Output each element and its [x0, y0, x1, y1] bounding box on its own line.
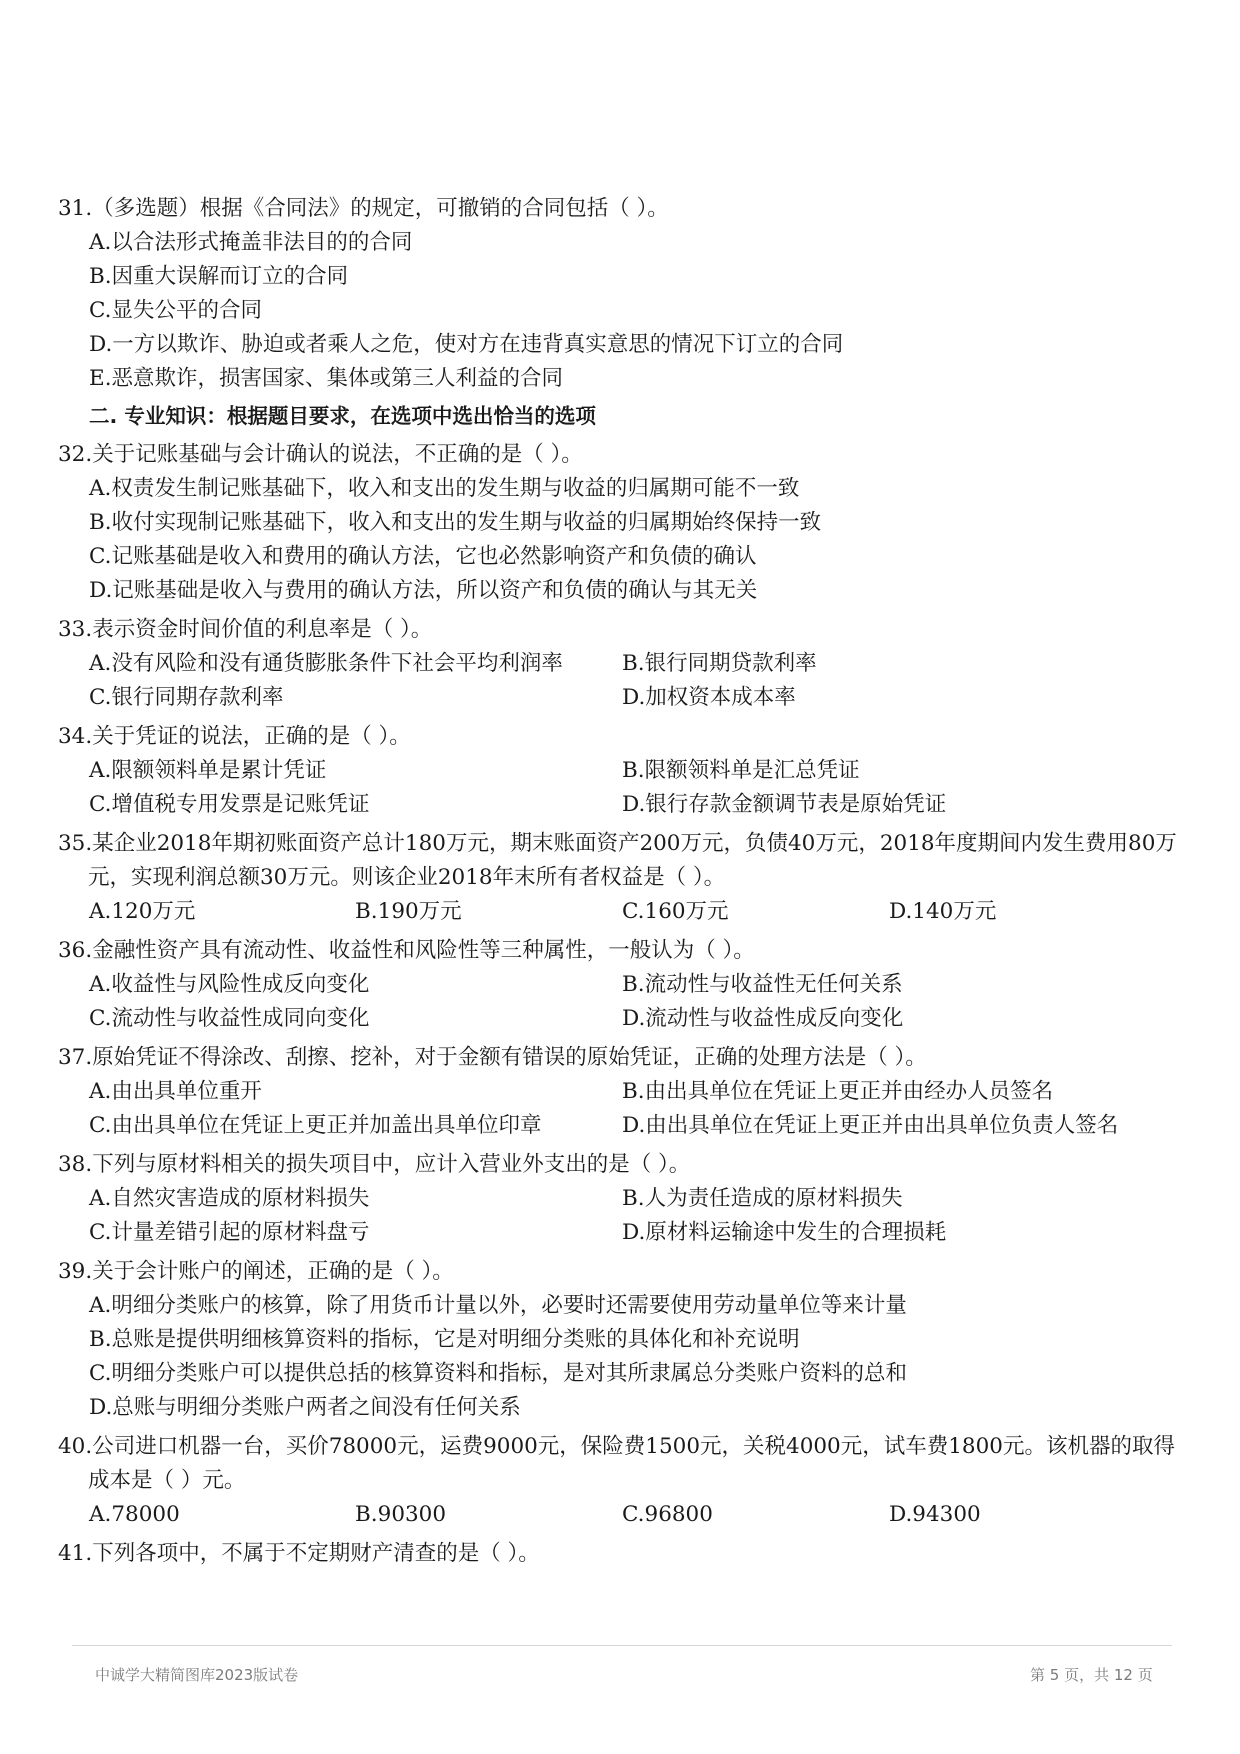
option-list — [58, 1182, 1178, 1250]
question-37 — [58, 1041, 1178, 1143]
option-b: B.190万元 — [355, 899, 462, 924]
question-stem: 34.关于凭证的说法，正确的是（ ）。 — [58, 724, 411, 749]
question-35 — [58, 827, 1178, 929]
option-c: C.显失公平的合同 — [89, 298, 263, 323]
option-b: B.总账是提供明细核算资料的指标，它是对明细分类账的具体化和补充说明 — [89, 1327, 800, 1352]
option-list — [58, 968, 1178, 1036]
option-list — [58, 1075, 1178, 1143]
option-d: D.加权资本成本率 — [622, 685, 796, 710]
question-32 — [58, 438, 1178, 608]
option-row — [89, 788, 1178, 822]
question-stem: 31.（多选题）根据《合同法》的规定，可撤销的合同包括（ ）。 — [58, 196, 669, 221]
option-a: A.自然灾害造成的原材料损失 — [89, 1186, 370, 1211]
footer-divider — [72, 1645, 1172, 1646]
option-d: D.银行存款金额调节表是原始凭证 — [622, 792, 947, 817]
option-c: C.增值税专用发票是记账凭证 — [89, 792, 370, 817]
question-stem: 38.下列与原材料相关的损失项目中，应计入营业外支出的是（ ）。 — [58, 1152, 691, 1177]
question-36 — [58, 934, 1178, 1036]
option-row — [89, 1002, 1178, 1036]
question-list — [58, 187, 1178, 1571]
option-list — [58, 1289, 1178, 1425]
question-40 — [58, 1430, 1178, 1532]
option-row — [89, 754, 1178, 788]
option-c: C.记账基础是收入和费用的确认方法，它也必然影响资产和负债的确认 — [89, 544, 757, 569]
option-d: D.由出具单位在凭证上更正并由出具单位负责人签名 — [622, 1113, 1119, 1138]
option-row — [89, 1182, 1178, 1216]
footer-left-text: 中诚学大精简图库2023版试卷 — [95, 1666, 299, 1684]
option-list — [58, 226, 1178, 396]
question-stem — [58, 1430, 1178, 1498]
option-row — [89, 647, 1178, 681]
stem-line-1: 40.公司进口机器一台，买价78000元，运费9000元，保险费1500元，关税4000元，试车费1800元。该机器的取得 — [58, 1434, 1175, 1459]
option-a: A.以合法形式掩盖非法目的的合同 — [89, 230, 413, 255]
option-a: A.限额领料单是累计凭证 — [89, 758, 327, 783]
stem-line-2: 成本是（ ）元。 — [88, 1468, 246, 1493]
option-b: B.收付实现制记账基础下，收入和支出的发生期与收益的归属期始终保持一致 — [89, 510, 822, 535]
question-33 — [58, 613, 1178, 715]
question-38 — [58, 1148, 1178, 1250]
stem-line-2: 元，实现利润总额30万元。则该企业2018年末所有者权益是（ ）。 — [88, 865, 726, 890]
stem-line-1: 35.某企业2018年期初账面资产总计180万元，期末账面资产200万元，负债40万元，2018年度期间内发生费用80万 — [58, 831, 1177, 856]
question-stem: 39.关于会计账户的阐述，正确的是（ ）。 — [58, 1259, 454, 1284]
option-row — [89, 968, 1178, 1002]
option-d: D.流动性与收益性成反向变化 — [622, 1006, 904, 1031]
question-stem: 36.金融性资产具有流动性、收益性和风险性等三种属性，一般认为（ ）。 — [58, 938, 755, 963]
option-list — [58, 754, 1178, 822]
option-a: A.权责发生制记账基础下，收入和支出的发生期与收益的归属期可能不一致 — [89, 476, 800, 501]
option-list — [58, 1498, 1178, 1532]
section-heading: 二. 专业知识：根据题目要求，在选项中选出恰当的选项 — [89, 404, 596, 428]
option-a: A.78000 — [89, 1502, 180, 1527]
option-b: B.因重大误解而订立的合同 — [89, 264, 349, 289]
option-a: A.没有风险和没有通货膨胀条件下社会平均利润率 — [89, 651, 563, 676]
question-stem: 41.下列各项中，不属于不定期财产清查的是（ ）。 — [58, 1541, 540, 1566]
option-b: B.人为责任造成的原材料损失 — [622, 1186, 903, 1211]
option-list — [58, 895, 1178, 929]
option-b: B.由出具单位在凭证上更正并由经办人员签名 — [622, 1079, 1054, 1104]
option-row — [89, 1109, 1178, 1143]
option-b: B.流动性与收益性无任何关系 — [622, 972, 903, 997]
option-row — [89, 1075, 1178, 1109]
option-row — [89, 1216, 1178, 1250]
option-a: A.由出具单位重开 — [89, 1079, 262, 1104]
question-stem: 37.原始凭证不得涂改、刮擦、挖补，对于金额有错误的原始凭证，正确的处理方法是（ ）。 — [58, 1045, 927, 1070]
option-c: C.160万元 — [622, 899, 729, 924]
option-a: A.明细分类账户的核算，除了用货币计量以外，必要时还需要使用劳动量单位等来计量 — [89, 1293, 907, 1318]
option-b: B.银行同期贷款利率 — [622, 651, 817, 676]
option-a: A.收益性与风险性成反向变化 — [89, 972, 370, 997]
option-row — [89, 1498, 1178, 1532]
option-b: B.90300 — [355, 1502, 447, 1527]
option-list — [58, 647, 1178, 715]
option-row — [89, 895, 1178, 929]
question-39 — [58, 1255, 1178, 1425]
question-31 — [58, 192, 1178, 396]
option-a: A.120万元 — [89, 899, 196, 924]
question-stem: 33.表示资金时间价值的利息率是（ ）。 — [58, 617, 433, 642]
option-e: E.恶意欺诈，损害国家、集体或第三人利益的合同 — [89, 366, 564, 391]
question-41 — [58, 1537, 1178, 1571]
footer-page-number: 第 5 页，共 12 页 — [1030, 1666, 1153, 1684]
option-d: D.总账与明细分类账户两者之间没有任何关系 — [89, 1395, 521, 1420]
option-list — [58, 472, 1178, 608]
option-b: B.限额领料单是汇总凭证 — [622, 758, 860, 783]
option-d: D.94300 — [889, 1502, 981, 1527]
question-stem: 32.关于记账基础与会计确认的说法，不正确的是（ ）。 — [58, 442, 583, 467]
question-34 — [58, 720, 1178, 822]
question-stem — [58, 827, 1178, 895]
option-d: D.140万元 — [889, 899, 997, 924]
option-c: C.计量差错引起的原材料盘亏 — [89, 1220, 370, 1245]
option-d: D.一方以欺诈、胁迫或者乘人之危，使对方在违背真实意思的情况下订立的合同 — [89, 332, 844, 357]
option-d: D.原材料运输途中发生的合理损耗 — [622, 1220, 947, 1245]
option-d: D.记账基础是收入与费用的确认方法，所以资产和负债的确认与其无关 — [89, 578, 758, 603]
option-c: C.由出具单位在凭证上更正并加盖出具单位印章 — [89, 1113, 542, 1138]
option-c: C.流动性与收益性成同向变化 — [89, 1006, 370, 1031]
option-c: C.明细分类账户可以提供总括的核算资料和指标，是对其所隶属总分类账户资料的总和 — [89, 1361, 908, 1386]
option-c: C.银行同期存款利率 — [89, 685, 284, 710]
option-c: C.96800 — [622, 1502, 713, 1527]
option-row — [89, 681, 1178, 715]
